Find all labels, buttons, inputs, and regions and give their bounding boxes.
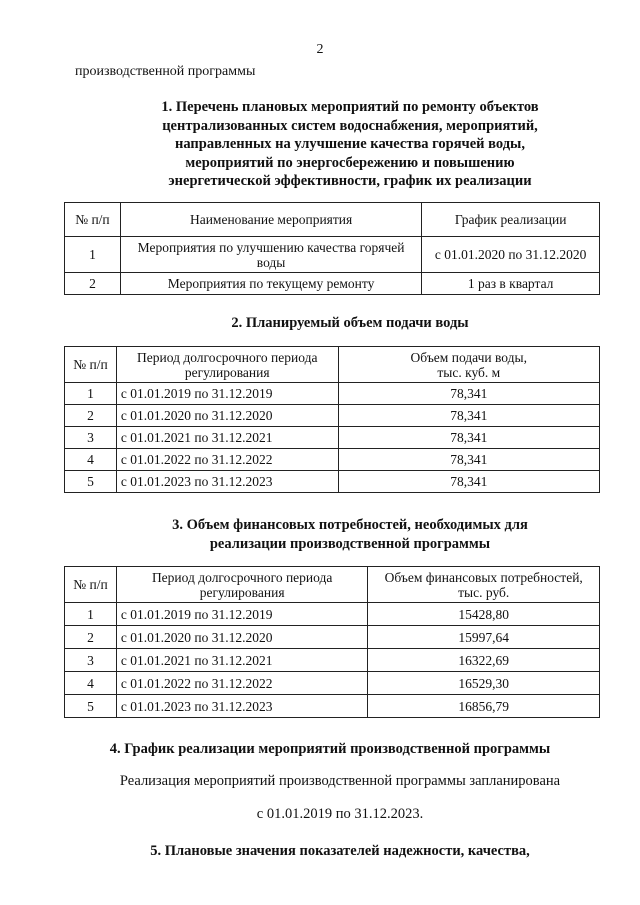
- value-cell: 15997,64: [368, 626, 600, 649]
- continuation-text: производственной программы: [75, 64, 256, 79]
- column-header-line: Период долгосрочного периода: [151, 569, 333, 585]
- column-header-line: Объем финансовых потребностей,: [384, 569, 583, 585]
- section4-text-line: с 01.01.2019 по 31.12.2023.: [256, 806, 424, 822]
- table-row: [65, 405, 600, 427]
- table-row: [65, 427, 600, 449]
- row-number: 4: [65, 672, 117, 695]
- row-number: 4: [65, 449, 117, 471]
- row-number: 2: [65, 273, 121, 295]
- measure-name: [120, 273, 421, 295]
- section1-heading-line: направленных на улучшение качества горячей воды,: [174, 136, 525, 152]
- row-number: 5: [65, 471, 117, 493]
- row-number: 5: [65, 695, 117, 718]
- table-row: [65, 626, 600, 649]
- row-number: 3: [65, 427, 117, 449]
- column-header: [368, 567, 600, 603]
- section2-heading: 2. Планируемый объем подачи воды: [231, 315, 469, 331]
- value-cell: 78,341: [338, 449, 599, 471]
- column-header-line: Объем подачи воды,: [410, 349, 527, 365]
- table-row: [65, 649, 600, 672]
- value-cell: 16322,69: [368, 649, 600, 672]
- measure-name-line: Мероприятия по улучшению качества горячей: [137, 239, 405, 255]
- measure-name: [120, 237, 421, 273]
- row-number: 3: [65, 649, 117, 672]
- value-cell: 78,341: [338, 383, 599, 405]
- table-row: [65, 672, 600, 695]
- period-cell: с 01.01.2022 по 31.12.2022: [116, 449, 338, 471]
- column-header-line: Период долгосрочного периода: [137, 349, 318, 365]
- row-number: 2: [65, 405, 117, 427]
- financial-needs-table: [64, 566, 600, 718]
- column-header: [116, 567, 368, 603]
- measure-schedule: 1 раз в квартал: [422, 273, 600, 295]
- column-header: График реализации: [422, 203, 600, 237]
- value-cell: 16529,30: [368, 672, 600, 695]
- period-cell: с 01.01.2021 по 31.12.2021: [116, 649, 368, 672]
- section1-heading-line: централизованных систем водоснабжения, мероприятий,: [162, 117, 538, 134]
- measure-name-line: Мероприятия по текущему ремонту: [167, 276, 375, 291]
- table-row: [65, 471, 600, 493]
- table-header-row: [65, 203, 600, 237]
- section3-heading-line: реализации производственной программы: [209, 535, 491, 552]
- period-cell: с 01.01.2021 по 31.12.2021: [116, 427, 338, 449]
- column-header: № п/п: [65, 203, 121, 237]
- section3-heading: [60, 516, 640, 553]
- column-header-line: тыс. куб. м: [437, 364, 501, 380]
- value-cell: 78,341: [338, 427, 599, 449]
- period-cell: с 01.01.2022 по 31.12.2022: [116, 672, 368, 695]
- table-header-row: [65, 567, 600, 603]
- section1-heading-line: мероприятий по энергосбережению и повышению: [185, 154, 515, 171]
- section1-heading-line: 1. Перечень плановых мероприятий по ремонту объектов: [161, 99, 539, 115]
- measure-name-line: воды: [256, 254, 286, 270]
- row-number: 1: [65, 383, 117, 405]
- table-row: [65, 273, 600, 295]
- value-cell: 15428,80: [368, 603, 600, 626]
- table-row: [65, 237, 600, 273]
- period-cell: с 01.01.2019 по 31.12.2019: [116, 383, 338, 405]
- table-row: [65, 603, 600, 626]
- column-header: [116, 347, 338, 383]
- row-number: 2: [65, 626, 117, 649]
- section5-heading: 5. Плановые значения показателей надежности, качества,: [150, 843, 530, 859]
- value-cell: 16856,79: [368, 695, 600, 718]
- table-header-row: [65, 347, 600, 383]
- column-header: № п/п: [65, 567, 117, 603]
- table-row: [65, 695, 600, 718]
- section4-text-line: Реализация мероприятий производственной программы запланирована: [119, 773, 561, 789]
- period-cell: с 01.01.2019 по 31.12.2019: [116, 603, 368, 626]
- column-header: [338, 347, 599, 383]
- table-row: [65, 383, 600, 405]
- measure-schedule: с 01.01.2020 по 31.12.2020: [422, 237, 600, 273]
- row-number: 1: [65, 603, 117, 626]
- value-cell: 78,341: [338, 471, 599, 493]
- page-number: 2: [316, 42, 324, 57]
- value-cell: 78,341: [338, 405, 599, 427]
- column-header-line: регулирования: [199, 584, 285, 600]
- section1-heading-line: энергетической эффективности, график их реализации: [168, 173, 532, 189]
- column-header-line: тыс. руб.: [458, 584, 510, 600]
- section1-heading: [60, 98, 640, 191]
- period-cell: с 01.01.2023 по 31.12.2023: [116, 695, 368, 718]
- measures-table: [64, 202, 600, 295]
- water-volume-table: [64, 346, 600, 493]
- table-row: [65, 449, 600, 471]
- column-header: № п/п: [65, 347, 117, 383]
- row-number: 1: [65, 237, 121, 273]
- section3-heading-line: 3. Объем финансовых потребностей, необходимых для: [172, 517, 528, 533]
- period-cell: с 01.01.2020 по 31.12.2020: [116, 405, 338, 427]
- section4-heading: 4. График реализации мероприятий производственной программы: [109, 741, 551, 757]
- period-cell: с 01.01.2020 по 31.12.2020: [116, 626, 368, 649]
- column-header: Наименование мероприятия: [120, 203, 421, 237]
- period-cell: с 01.01.2023 по 31.12.2023: [116, 471, 338, 493]
- column-header-line: регулирования: [184, 364, 270, 380]
